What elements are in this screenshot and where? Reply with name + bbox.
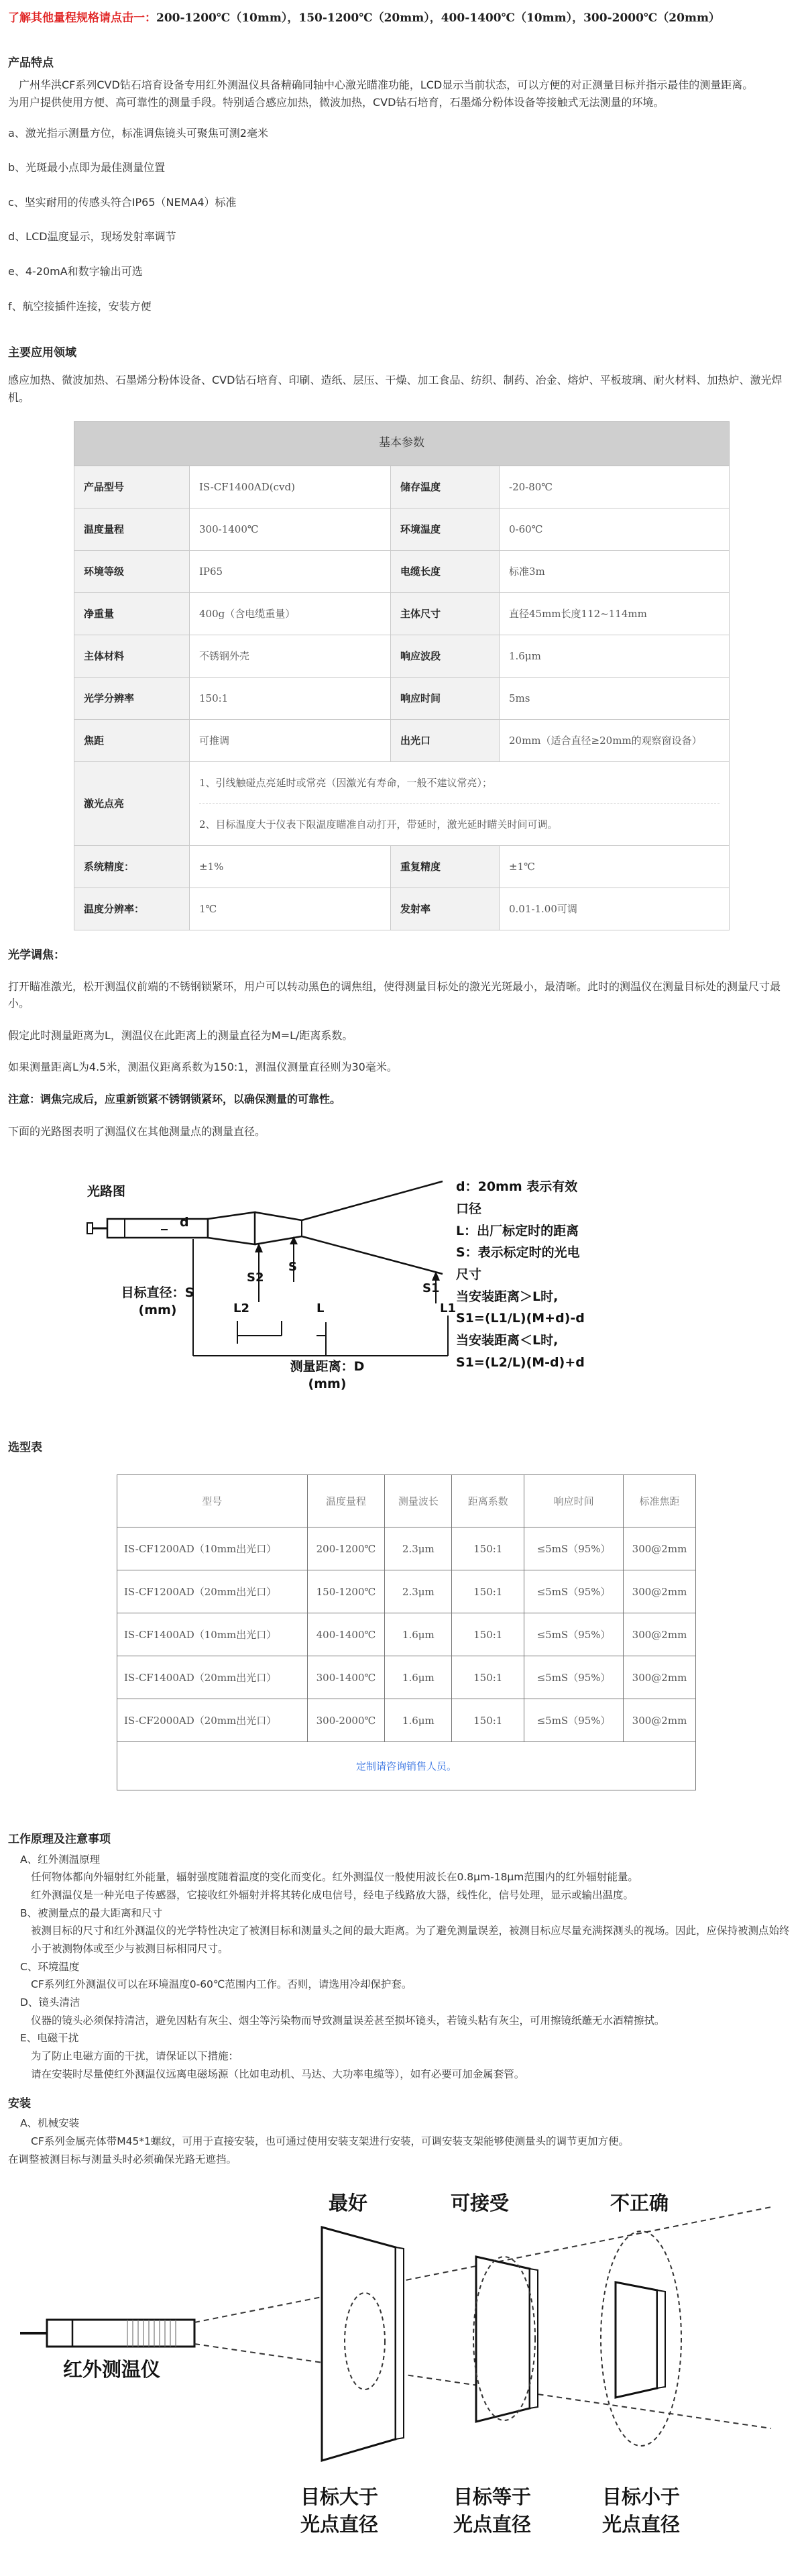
param-label: 主体尺寸 <box>391 592 500 635</box>
selection-table <box>117 1474 696 1790</box>
focus-cell: 300@2mm <box>623 1699 695 1742</box>
caption-line: 光点直径 <box>453 2512 532 2536</box>
legend-line: 当安装距离＜L时, <box>456 1332 559 1348</box>
work-subtitle: D、镜头清洁 <box>20 1996 80 2008</box>
feature-item: d、LCD温度显示，现场发射率调节 <box>8 230 176 244</box>
optical-legend <box>456 1176 590 1373</box>
caption-line: 目标小于 <box>602 2485 681 2509</box>
feature-item: f、航空接插件连接，安装方便 <box>8 299 152 313</box>
model-cell: IS-CF1400AD（10mm出光口） <box>117 1613 308 1656</box>
params-table-wrap <box>74 421 730 930</box>
range-link[interactable]: 200-1200℃（10mm） <box>156 11 288 25</box>
wavelength-cell: 1.6μm <box>385 1613 452 1656</box>
table-row <box>117 1699 696 1742</box>
param-value: 5ms <box>500 677 730 719</box>
work-text: 请在安装时尽量使红外测温仪远离电磁场源（比如电动机、马达、大功率电缆等），如有必要可加金属套管。 <box>31 2068 525 2080</box>
param-value: 400g（含电缆重量） <box>190 592 391 635</box>
caption-equal <box>453 2483 531 2538</box>
params-row-laser <box>74 761 730 845</box>
install-text: 在调整被测目标与测量头时必须确保光路无遮挡。 <box>8 2153 237 2165</box>
model-cell: IS-CF1200AD（20mm出光口） <box>117 1570 308 1613</box>
wavelength-cell: 1.6μm <box>385 1656 452 1699</box>
feature-item: c、坚实耐用的传感头符合IP65（NEMA4）标准 <box>8 195 237 209</box>
table-row <box>117 1570 696 1613</box>
device-label: 红外测温仪 <box>63 2358 161 2381</box>
col-header: 标准焦距 <box>623 1475 695 1527</box>
range-sep: ， <box>429 11 441 25</box>
wavelength-cell: 2.3μm <box>385 1527 452 1570</box>
param-label: 温度量程 <box>74 508 190 550</box>
work-text: 为了防止电磁方面的干扰，请保证以下措施： <box>31 2049 239 2062</box>
param-value: IP65 <box>190 550 391 592</box>
install-title: 安装 <box>8 2097 31 2111</box>
focus-cell: 300@2mm <box>623 1656 695 1699</box>
focus-cell: 300@2mm <box>623 1570 695 1613</box>
feature-item: a、激光指示测量方位，标准调焦镜头可聚焦可测2毫米 <box>8 126 268 140</box>
l2-mark: L2 <box>233 1301 249 1316</box>
param-label: 出光口 <box>391 719 500 761</box>
features-intro: 为用户提供使用方便、高可靠性的测量手段。特别适合感应加热，微波加热，CVD钻石培育，石墨烯分粉体设备等接触式无法测量的环境。 <box>8 95 665 109</box>
param-label: 主体材料 <box>74 635 190 677</box>
optical-path-diagram <box>80 1155 590 1409</box>
params-row <box>74 466 730 508</box>
params-row <box>74 719 730 761</box>
param-label: 环境等级 <box>74 550 190 592</box>
range-cell: 300-1400℃ <box>307 1656 385 1699</box>
params-table <box>74 421 730 930</box>
wavelength-cell: 1.6μm <box>385 1699 452 1742</box>
applications-title: 主要应用领域 <box>8 346 76 360</box>
table-row <box>117 1613 696 1656</box>
selection-title: 选型表 <box>8 1441 42 1455</box>
focus-title: 光学调焦： <box>8 948 65 962</box>
l-mark: L <box>316 1301 325 1316</box>
work-text: 仪器的镜头必须保持清洁，避免因粘有灰尘、烟尘等污染物而导致测量误差甚至损坏镜头，若镜头粘有灰尘，可用擦镜纸蘸无水酒精擦拭。 <box>31 2014 665 2027</box>
work-text: 红外测温仪是一种光电子传感器，它接收红外辐射并将其转化成电信号，经电子线路放大器，线性化，信号处理，显示或输出温度。 <box>31 1888 634 1901</box>
feature-item: b、光斑最小点即为最佳测量位置 <box>8 161 166 174</box>
ratio-cell: 150:1 <box>452 1527 524 1570</box>
param-value: 标准3m <box>500 550 730 592</box>
range-cell: 200-1200℃ <box>307 1527 385 1570</box>
range-link[interactable]: 400-1400℃（10mm） <box>441 11 573 25</box>
param-value: 不锈钢外壳 <box>190 635 391 677</box>
selection-table-wrap <box>117 1474 798 1790</box>
spot-mark: S <box>288 1260 297 1275</box>
caption-line: 目标等于 <box>453 2485 532 2509</box>
focus-cell: 300@2mm <box>623 1613 695 1656</box>
work-text: CF系列红外测温仪可以在环境温度0-60℃范围内工作。否则，请选用冷却保护套。 <box>31 1978 412 1991</box>
caption-line: 光点直径 <box>602 2512 681 2536</box>
param-value: 0.01-1.00可调 <box>500 888 730 930</box>
work-subtitle: C、环境温度 <box>20 1960 80 1973</box>
params-row <box>74 508 730 550</box>
features-list <box>8 125 798 315</box>
legend-line: L：出厂标定时的距离 <box>456 1223 579 1238</box>
param-label: 焦距 <box>74 719 190 761</box>
param-value: -20-80℃ <box>500 466 730 508</box>
model-cell: IS-CF2000AD（20mm出光口） <box>117 1699 308 1742</box>
target-diameter-label <box>107 1285 208 1319</box>
response-cell: ≤5mS（95%） <box>524 1613 624 1656</box>
focus-note: 注意：调焦完成后，应重新锁紧不锈钢锁紧环，以确保测量的可靠性。 <box>8 1093 341 1106</box>
acceptable-label: 可接受 <box>451 2192 510 2215</box>
param-label: 净重量 <box>74 592 190 635</box>
param-label: 重复精度 <box>391 845 500 888</box>
work-title: 工作原理及注意事项 <box>8 1833 111 1847</box>
param-label: 环境温度 <box>391 508 500 550</box>
response-cell: ≤5mS（95%） <box>524 1527 624 1570</box>
params-row <box>74 635 730 677</box>
param-value: 1.6μm <box>500 635 730 677</box>
table-footer-row <box>117 1742 696 1790</box>
param-label: 激光点亮 <box>74 761 190 845</box>
legend-line: d：20mm 表示有效口径 <box>456 1179 578 1216</box>
work-text: 被测目标的尺寸和红外测温仪的光学特性决定了被测目标和测量头之间的最大距离。为了避免测量误差，被测目标应尽量充满探测头的视场。因此，应保持被测点始终小于被测物体或至少与被测目标相同尺寸。 <box>31 1925 790 1955</box>
model-cell: IS-CF1400AD（20mm出光口） <box>117 1656 308 1699</box>
param-value: 20mm（适合直径≥20mm的观察窗设备） <box>500 719 730 761</box>
param-value: IS-CF1400AD(cvd) <box>190 466 391 508</box>
range-sep: ， <box>287 11 299 25</box>
col-header: 型号 <box>117 1475 308 1527</box>
param-label: 响应波段 <box>391 635 500 677</box>
param-label: 温度分辨率： <box>74 888 190 930</box>
param-value: 直径45mm长度112~114mm <box>500 592 730 635</box>
range-link[interactable]: 300-2000℃（20mm） <box>583 11 720 25</box>
optical-path-title: 光路图 <box>87 1184 126 1199</box>
legend-line: S1=(L1/L)(M+d)-d <box>456 1311 585 1326</box>
best-label: 最好 <box>329 2192 368 2215</box>
distance-label <box>267 1358 388 1393</box>
target-diameter-text: 目标直径：S <box>121 1285 194 1301</box>
install-text: CF系列金属壳体带M45*1螺纹，可用于直接安装，也可通过使用安装支架进行安装，可调安装支架能够使测量头的调节更加方便。 <box>31 2135 629 2147</box>
legend-line: S：表示标定时的光电尺寸 <box>456 1245 580 1282</box>
response-cell: ≤5mS（95%） <box>524 1699 624 1742</box>
params-header: 基本参数 <box>74 421 730 466</box>
distance-unit: (mm) <box>308 1376 347 1391</box>
param-value: 0-60℃ <box>500 508 730 550</box>
caption-smaller <box>602 2483 680 2538</box>
caption-larger <box>300 2483 378 2538</box>
table-row <box>117 1527 696 1570</box>
param-value: 可推调 <box>190 719 391 761</box>
param-value: 300-1400℃ <box>190 508 391 550</box>
legend-line: S1=(L2/L)(M-d)+d <box>456 1354 585 1370</box>
incorrect-label: 不正确 <box>610 2192 669 2215</box>
contact-sales-link[interactable]: 定制请咨询销售人员。 <box>117 1742 696 1790</box>
s2-mark: S2 <box>247 1271 264 1285</box>
s1-mark: S1 <box>422 1281 440 1296</box>
work-section <box>8 1831 798 2168</box>
focus-paragraph: 下面的光路图表明了测温仪在其他测量点的测量直径。 <box>8 1124 266 1138</box>
wavelength-cell: 2.3μm <box>385 1570 452 1613</box>
laser-line: 1、引线触碰点亮延时或常亮（因激光有寿命，一般不建议常亮）； <box>199 762 719 804</box>
param-label: 响应时间 <box>391 677 500 719</box>
caption-line: 光点直径 <box>300 2512 379 2536</box>
install-subtitle: A、机械安装 <box>20 2117 80 2130</box>
focus-paragraph: 打开瞄准激光，松开测温仪前端的不锈钢锁紧环，用户可以转动黑色的调焦组，使得测量目标处的激光光斑最小，最清晰。此时的测温仪在测量目标处的测量尺寸最小。 <box>8 979 781 1010</box>
params-row <box>74 592 730 635</box>
work-text: 任何物体都向外辐射红外能量，辐射强度随着温度的变化而变化。红外测温仪一般使用波长在0.8μm-18μm范围内的红外辐射能量。 <box>31 1871 638 1884</box>
param-label: 产品型号 <box>74 466 190 508</box>
aperture-mark: d <box>180 1215 189 1230</box>
features-intro: 广州华洪CF系列CVD钻石培育设备专用红外测温仪具备精确同轴中心激光瞄准功能，LCD显示当前状态，可以方便的对正测量目标并指示最佳的测量距离。 <box>19 78 754 92</box>
response-cell: ≤5mS（95%） <box>524 1570 624 1613</box>
range-cell: 300-2000℃ <box>307 1699 385 1742</box>
range-cell: 400-1400℃ <box>307 1613 385 1656</box>
laser-description <box>190 761 730 845</box>
ratio-cell: 150:1 <box>452 1656 524 1699</box>
caption-line: 目标大于 <box>300 2485 379 2509</box>
table-row <box>117 1656 696 1699</box>
distance-text: 测量距离：D <box>290 1359 365 1375</box>
work-subtitle: B、被测量点的最大距离和尺寸 <box>20 1907 163 1919</box>
selection-header-row <box>117 1475 696 1527</box>
ratio-cell: 150:1 <box>452 1570 524 1613</box>
laser-line: 2、目标温度大于仪表下限温度瞄准自动打开，带延时，激光延时瞄关时间可调。 <box>199 818 558 830</box>
ratio-cell: 150:1 <box>452 1613 524 1656</box>
feature-item: e、4-20mA和数字输出可选 <box>8 264 143 278</box>
applications-text: 感应加热、微波加热、石墨烯分粉体设备、CVD钻石培育、印刷、造纸、层压、干燥、加工食品、纺织、制药、冶金、熔炉、平板玻璃、耐火材料、加热炉、激光焊机。 <box>8 374 783 404</box>
response-cell: ≤5mS（95%） <box>524 1656 624 1699</box>
focus-cell: 300@2mm <box>623 1527 695 1570</box>
range-links-banner <box>8 0 798 28</box>
range-link[interactable]: 150-1200℃（20mm） <box>298 11 430 25</box>
params-row <box>74 677 730 719</box>
col-header: 温度量程 <box>307 1475 385 1527</box>
features-title: 产品特点 <box>8 56 54 70</box>
param-label: 光学分辨率 <box>74 677 190 719</box>
params-row <box>74 550 730 592</box>
params-row <box>74 888 730 930</box>
focus-paragraph: 假定此时测量距离为L，测温仪在此距离上的测量直径为M=L/距离系数。 <box>8 1028 353 1042</box>
model-cell: IS-CF1200AD（10mm出光口） <box>117 1527 308 1570</box>
param-value: 1℃ <box>190 888 391 930</box>
param-label: 系统精度： <box>74 845 190 888</box>
work-subtitle: A、红外测温原理 <box>20 1853 101 1866</box>
param-label: 储存温度 <box>391 466 500 508</box>
param-label: 发射率 <box>391 888 500 930</box>
range-sep: ， <box>572 11 584 25</box>
param-value: 150:1 <box>190 677 391 719</box>
l1-mark: L1 <box>440 1301 456 1316</box>
param-label: 电缆长度 <box>391 550 500 592</box>
param-value: ±1% <box>190 845 391 888</box>
work-subtitle: E、电磁干扰 <box>20 2032 79 2045</box>
range-links-lead: 了解其他量程规格请点击一： <box>8 11 156 25</box>
focus-paragraph: 如果测量距离L为4.5米，测温仪距离系数为150:1，测温仪测量直径则为30毫米。 <box>8 1061 398 1074</box>
target-diameter-unit: (mm) <box>138 1302 177 1318</box>
col-header: 响应时间 <box>524 1475 624 1527</box>
legend-line: 当安装距离＞L时, <box>456 1289 559 1304</box>
params-row <box>74 845 730 888</box>
ratio-cell: 150:1 <box>452 1699 524 1742</box>
col-header: 测量波长 <box>385 1475 452 1527</box>
param-value: ±1℃ <box>500 845 730 888</box>
range-cell: 150-1200℃ <box>307 1570 385 1613</box>
install-figure <box>20 2187 791 2549</box>
col-header: 距离系数 <box>452 1475 524 1527</box>
